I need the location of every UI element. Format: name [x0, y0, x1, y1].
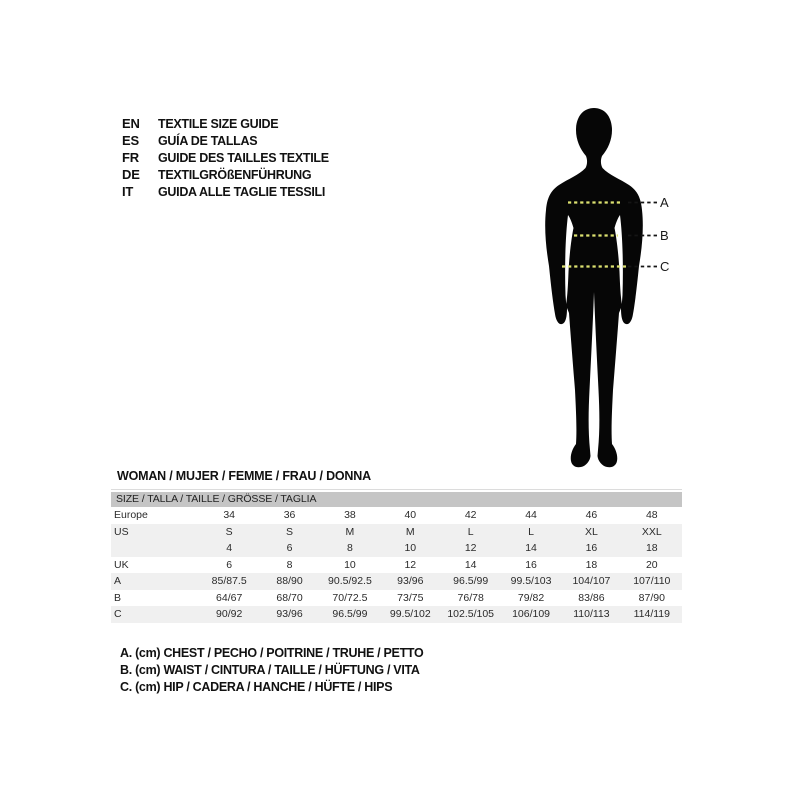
measure-label-b: B	[660, 228, 669, 243]
size-cell: L	[467, 525, 474, 538]
size-cell: 102.5/105	[447, 608, 495, 621]
size-cell: 87/90	[638, 591, 665, 604]
size-cell: 36	[283, 509, 296, 522]
size-cell: 16	[525, 558, 537, 571]
size-cell: 83/86	[578, 591, 605, 604]
size-cell: 68/70	[276, 591, 303, 604]
language-title-list	[122, 115, 329, 200]
measure-label-a: A	[660, 195, 669, 210]
size-table-body	[111, 507, 682, 623]
size-cell: XXL	[641, 525, 662, 538]
size-cell: 10	[404, 542, 417, 555]
size-cell: 18	[585, 558, 598, 571]
language-code: ES	[122, 133, 139, 148]
language-code: DE	[122, 167, 140, 182]
size-cell: 93/96	[276, 608, 303, 621]
size-cell: 38	[344, 509, 356, 522]
size-cell: 70/72.5	[332, 591, 368, 604]
size-cell: 6	[226, 558, 233, 571]
size-cell: 40	[404, 509, 417, 522]
size-cell: 64/67	[216, 591, 243, 604]
size-cell: 96.5/99	[332, 608, 368, 621]
size-cell: 8	[286, 558, 293, 571]
size-table-header: SIZE / TALLA / TAILLE / GRÖSSE / TAGLIA	[111, 492, 682, 507]
footnote-line: A. (cm) CHEST / PECHO / POITRINE / TRUHE / PETTO	[120, 646, 424, 660]
row-label: UK	[114, 558, 129, 571]
size-cell: 34	[223, 509, 236, 522]
footnote-line: C. (cm) HIP / CADERA / HANCHE / HÜFTE / HIPS	[120, 679, 393, 694]
row-label: C	[114, 608, 122, 621]
table-row	[111, 524, 682, 541]
size-cell: 8	[347, 542, 353, 555]
language-title: TEXTILGRÖßENFÜHRUNG	[158, 167, 312, 182]
size-cell: 99.5/102	[389, 608, 431, 621]
size-cell: 12	[404, 558, 417, 571]
size-cell: 96.5/99	[453, 575, 489, 588]
size-table	[111, 489, 682, 623]
row-label: A	[114, 575, 122, 588]
language-title: GUIDA ALLE TAGLIE TESSILI	[158, 184, 326, 199]
size-cell: S	[225, 525, 233, 538]
language-row	[122, 115, 329, 132]
size-cell: 73/75	[397, 591, 424, 604]
size-cell: 18	[645, 542, 658, 555]
table-row	[111, 507, 682, 524]
size-cell: 46	[585, 509, 598, 522]
section-title-woman: WOMAN / MUJER / FEMME / FRAU / DONNA	[117, 469, 371, 483]
size-cell: M	[345, 525, 355, 538]
language-code: EN	[122, 116, 140, 131]
language-row	[122, 149, 329, 166]
size-cell: 107/110	[633, 575, 671, 588]
table-row	[111, 573, 682, 590]
size-cell: 85/87.5	[211, 575, 247, 588]
row-label: US	[114, 525, 129, 538]
row-label: B	[114, 591, 122, 604]
size-cell: 10	[344, 558, 356, 571]
table-row	[111, 540, 682, 557]
size-cell: 79/82	[517, 591, 545, 604]
footnote-line: B. (cm) WAIST / CINTURA / TAILLE / HÜFTUNG / VITA	[120, 662, 420, 677]
language-code: IT	[122, 184, 134, 199]
size-cell: 20	[645, 558, 658, 571]
size-cell: 90.5/92.5	[328, 575, 372, 588]
measurement-footnotes	[120, 645, 423, 695]
size-cell: XL	[585, 525, 598, 538]
table-row	[111, 606, 682, 623]
table-row	[111, 590, 682, 607]
size-cell: 14	[525, 542, 537, 555]
size-cell: 110/113	[573, 608, 610, 621]
size-cell: 16	[585, 542, 598, 555]
row-label: Europe	[114, 509, 148, 522]
size-cell: 48	[645, 509, 658, 522]
size-cell: 106/109	[512, 608, 551, 621]
size-cell: 90/92	[216, 608, 243, 621]
language-row	[122, 132, 329, 149]
size-cell: 4	[226, 542, 233, 555]
size-cell: S	[286, 525, 294, 538]
size-cell: 104/107	[572, 575, 611, 588]
language-title: TEXTILE SIZE GUIDE	[158, 116, 279, 131]
size-cell: 99.5/103	[510, 575, 552, 588]
language-code: FR	[122, 150, 139, 165]
size-cell: 42	[464, 509, 477, 522]
size-cell: 44	[525, 509, 537, 522]
language-title: GUÍA DE TALLAS	[158, 133, 258, 148]
measurement-figure	[530, 100, 730, 480]
language-row	[122, 166, 329, 183]
size-cell: 14	[464, 558, 477, 571]
language-row	[122, 183, 329, 200]
size-cell: 12	[464, 542, 477, 555]
measure-label-c: C	[660, 259, 670, 274]
size-cell: 93/96	[397, 575, 424, 588]
size-cell: M	[405, 525, 415, 538]
woman-silhouette	[545, 108, 643, 467]
size-cell: 114/119	[633, 608, 670, 621]
size-cell: 76/78	[457, 591, 484, 604]
table-row	[111, 557, 682, 574]
size-cell: 88/90	[276, 575, 303, 588]
woman-silhouette-icon	[530, 100, 730, 480]
size-cell: L	[528, 525, 534, 538]
language-title: GUIDE DES TAILLES TEXTILE	[158, 150, 329, 165]
size-cell: 6	[286, 542, 293, 555]
